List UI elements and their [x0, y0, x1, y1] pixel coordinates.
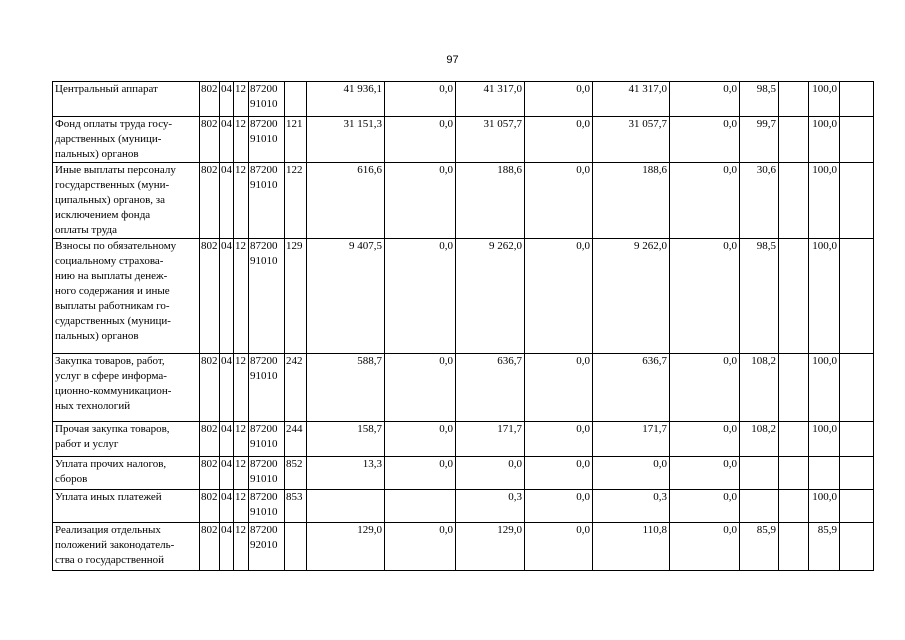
spacer-cell	[779, 163, 809, 239]
rz-cell: 04	[220, 239, 234, 354]
value-cell-5: 0,0	[593, 457, 670, 490]
value-cell-1: 13,3	[307, 457, 385, 490]
spacer-cell-end	[840, 422, 874, 457]
pr-cell: 12	[234, 354, 249, 422]
spacer-cell	[779, 457, 809, 490]
value-cell-5: 31 057,7	[593, 117, 670, 163]
vr-cell	[285, 82, 307, 117]
csr-line: 91010	[250, 370, 278, 382]
row-name-line: Центральный аппарат	[55, 83, 158, 95]
ved-cell: 802	[200, 163, 220, 239]
row-name-line: пальных) органов	[55, 148, 139, 160]
value-cell-4: 0,0	[525, 354, 593, 422]
value-cell-2	[385, 490, 456, 523]
value-cell-3: 0,0	[456, 457, 525, 490]
row-name-cell	[53, 117, 200, 163]
row-name-line: Фонд оплаты труда госу-	[55, 118, 173, 130]
spacer-cell-end	[840, 523, 874, 571]
value-cell-5: 636,7	[593, 354, 670, 422]
value-cell-6: 0,0	[670, 117, 740, 163]
row-name-line: Уплата иных платежей	[55, 491, 162, 503]
table-row	[53, 82, 874, 117]
row-name-line: сударственных (муници-	[55, 315, 171, 327]
spacer-cell-end	[840, 490, 874, 523]
ved-cell: 802	[200, 117, 220, 163]
value-cell-8: 100,0	[809, 163, 840, 239]
value-cell-4: 0,0	[525, 117, 593, 163]
value-cell-2: 0,0	[385, 117, 456, 163]
spacer-cell	[779, 117, 809, 163]
value-cell-7: 85,9	[740, 523, 779, 571]
row-name-line: ного содержания и иные	[55, 285, 170, 297]
csr-cell	[249, 422, 285, 457]
value-cell-1	[307, 490, 385, 523]
value-cell-5: 171,7	[593, 422, 670, 457]
csr-line: 87200	[250, 83, 278, 95]
row-name-cell	[53, 354, 200, 422]
pr-cell: 12	[234, 457, 249, 490]
csr-line: 91010	[250, 473, 278, 485]
row-name-line: Прочая закупка товаров,	[55, 423, 170, 435]
csr-line: 91010	[250, 438, 278, 450]
value-cell-4: 0,0	[525, 163, 593, 239]
row-name-cell	[53, 163, 200, 239]
vr-cell	[285, 523, 307, 571]
csr-cell	[249, 490, 285, 523]
budget-table	[52, 81, 874, 571]
table-row	[53, 163, 874, 239]
value-cell-8	[809, 457, 840, 490]
value-cell-1: 588,7	[307, 354, 385, 422]
row-name-line: дарственных (муници-	[55, 133, 162, 145]
value-cell-7: 98,5	[740, 239, 779, 354]
value-cell-1: 129,0	[307, 523, 385, 571]
csr-cell	[249, 163, 285, 239]
table-row	[53, 354, 874, 422]
spacer-cell-end	[840, 354, 874, 422]
csr-line: 87200	[250, 240, 278, 252]
pr-cell: 12	[234, 239, 249, 354]
value-cell-4: 0,0	[525, 490, 593, 523]
row-name-line: социальному страхова-	[55, 255, 164, 267]
csr-line: 92010	[250, 539, 278, 551]
row-name-cell	[53, 82, 200, 117]
row-name-line: оплаты труда	[55, 224, 118, 236]
rz-cell: 04	[220, 523, 234, 571]
value-cell-1: 31 151,3	[307, 117, 385, 163]
table-row	[53, 422, 874, 457]
csr-line: 91010	[250, 506, 278, 518]
value-cell-8: 100,0	[809, 239, 840, 354]
spacer-cell-end	[840, 457, 874, 490]
value-cell-3: 31 057,7	[456, 117, 525, 163]
vr-cell: 242	[285, 354, 307, 422]
value-cell-6: 0,0	[670, 523, 740, 571]
pr-cell: 12	[234, 117, 249, 163]
value-cell-6: 0,0	[670, 163, 740, 239]
row-name-line: Закупка товаров, работ,	[55, 355, 165, 367]
row-name-line: ципальных) органов, за	[55, 194, 166, 206]
row-name-line: сборов	[55, 473, 88, 485]
rz-cell: 04	[220, 117, 234, 163]
spacer-cell	[779, 239, 809, 354]
csr-line: 87200	[250, 423, 278, 435]
row-name-line: нию на выплаты денеж-	[55, 270, 168, 282]
ved-cell: 802	[200, 457, 220, 490]
value-cell-4: 0,0	[525, 82, 593, 117]
value-cell-7	[740, 490, 779, 523]
value-cell-4: 0,0	[525, 239, 593, 354]
value-cell-7: 99,7	[740, 117, 779, 163]
csr-cell	[249, 117, 285, 163]
value-cell-2: 0,0	[385, 163, 456, 239]
ved-cell: 802	[200, 354, 220, 422]
value-cell-5: 0,3	[593, 490, 670, 523]
row-name-line: пальных) органов	[55, 330, 139, 342]
rz-cell: 04	[220, 457, 234, 490]
value-cell-3: 129,0	[456, 523, 525, 571]
ved-cell: 802	[200, 422, 220, 457]
value-cell-8: 85,9	[809, 523, 840, 571]
value-cell-7: 108,2	[740, 354, 779, 422]
value-cell-4: 0,0	[525, 523, 593, 571]
table-row	[53, 239, 874, 354]
row-name-cell	[53, 490, 200, 523]
csr-line: 87200	[250, 458, 278, 470]
row-name-cell	[53, 523, 200, 571]
csr-line: 87200	[250, 355, 278, 367]
row-name-line: выплаты работникам го-	[55, 300, 170, 312]
value-cell-2: 0,0	[385, 422, 456, 457]
pr-cell: 12	[234, 163, 249, 239]
vr-cell: 852	[285, 457, 307, 490]
value-cell-6: 0,0	[670, 239, 740, 354]
spacer-cell-end	[840, 239, 874, 354]
value-cell-3: 171,7	[456, 422, 525, 457]
csr-cell	[249, 82, 285, 117]
value-cell-6: 0,0	[670, 354, 740, 422]
csr-cell	[249, 239, 285, 354]
value-cell-6: 0,0	[670, 82, 740, 117]
value-cell-1: 616,6	[307, 163, 385, 239]
value-cell-3: 0,3	[456, 490, 525, 523]
rz-cell: 04	[220, 354, 234, 422]
table-row	[53, 117, 874, 163]
row-name-line: государственных (муни-	[55, 179, 170, 191]
csr-line: 87200	[250, 491, 278, 503]
vr-cell: 121	[285, 117, 307, 163]
rz-cell: 04	[220, 163, 234, 239]
value-cell-1: 9 407,5	[307, 239, 385, 354]
value-cell-8: 100,0	[809, 82, 840, 117]
row-name-cell	[53, 422, 200, 457]
csr-cell	[249, 457, 285, 490]
value-cell-3: 9 262,0	[456, 239, 525, 354]
spacer-cell	[779, 354, 809, 422]
table-row	[53, 523, 874, 571]
value-cell-7	[740, 457, 779, 490]
value-cell-3: 636,7	[456, 354, 525, 422]
value-cell-6: 0,0	[670, 490, 740, 523]
value-cell-2: 0,0	[385, 354, 456, 422]
table-row	[53, 457, 874, 490]
vr-cell: 129	[285, 239, 307, 354]
value-cell-2: 0,0	[385, 523, 456, 571]
csr-line: 91010	[250, 179, 278, 191]
row-name-line: исключением фонда	[55, 209, 151, 221]
value-cell-8: 100,0	[809, 490, 840, 523]
spacer-cell-end	[840, 82, 874, 117]
pr-cell: 12	[234, 490, 249, 523]
vr-cell: 244	[285, 422, 307, 457]
pr-cell: 12	[234, 523, 249, 571]
value-cell-7: 30,6	[740, 163, 779, 239]
vr-cell: 122	[285, 163, 307, 239]
value-cell-8: 100,0	[809, 354, 840, 422]
page-number: 97	[446, 54, 459, 66]
spacer-cell	[779, 82, 809, 117]
pr-cell: 12	[234, 82, 249, 117]
rz-cell: 04	[220, 490, 234, 523]
spacer-cell-end	[840, 117, 874, 163]
row-name-line: положений законодатель-	[55, 539, 175, 551]
row-name-line: ционно-коммуникацион-	[55, 385, 172, 397]
value-cell-2: 0,0	[385, 457, 456, 490]
rz-cell: 04	[220, 422, 234, 457]
value-cell-8: 100,0	[809, 422, 840, 457]
rz-cell: 04	[220, 82, 234, 117]
row-name-line: Иные выплаты персоналу	[55, 164, 176, 176]
csr-line: 87200	[250, 118, 278, 130]
row-name-line: работ и услуг	[55, 438, 119, 450]
row-name-line: ных технологий	[55, 400, 131, 412]
ved-cell: 802	[200, 239, 220, 354]
value-cell-1: 41 936,1	[307, 82, 385, 117]
row-name-line: Уплата прочих налогов,	[55, 458, 167, 470]
row-name-line: услуг в сфере информа-	[55, 370, 167, 382]
spacer-cell-end	[840, 163, 874, 239]
value-cell-3: 188,6	[456, 163, 525, 239]
ved-cell: 802	[200, 490, 220, 523]
value-cell-2: 0,0	[385, 82, 456, 117]
ved-cell: 802	[200, 523, 220, 571]
vr-cell: 853	[285, 490, 307, 523]
spacer-cell	[779, 422, 809, 457]
value-cell-6: 0,0	[670, 422, 740, 457]
csr-line: 87200	[250, 164, 278, 176]
value-cell-5: 188,6	[593, 163, 670, 239]
row-name-line: ства о государственной	[55, 554, 165, 566]
value-cell-1: 158,7	[307, 422, 385, 457]
value-cell-3: 41 317,0	[456, 82, 525, 117]
pr-cell: 12	[234, 422, 249, 457]
csr-line: 91010	[250, 98, 278, 110]
table-row	[53, 490, 874, 523]
value-cell-6: 0,0	[670, 457, 740, 490]
value-cell-5: 41 317,0	[593, 82, 670, 117]
table-body	[53, 82, 874, 571]
value-cell-2: 0,0	[385, 239, 456, 354]
ved-cell: 802	[200, 82, 220, 117]
spacer-cell	[779, 490, 809, 523]
csr-line: 91010	[250, 255, 278, 267]
value-cell-5: 110,8	[593, 523, 670, 571]
row-name-cell	[53, 457, 200, 490]
value-cell-5: 9 262,0	[593, 239, 670, 354]
value-cell-7: 98,5	[740, 82, 779, 117]
value-cell-4: 0,0	[525, 422, 593, 457]
csr-line: 91010	[250, 133, 278, 145]
value-cell-4: 0,0	[525, 457, 593, 490]
spacer-cell	[779, 523, 809, 571]
csr-cell	[249, 523, 285, 571]
value-cell-7: 108,2	[740, 422, 779, 457]
csr-line: 87200	[250, 524, 278, 536]
row-name-line: Реализация отдельных	[55, 524, 161, 536]
row-name-line: Взносы по обязательному	[55, 240, 177, 252]
csr-cell	[249, 354, 285, 422]
value-cell-8: 100,0	[809, 117, 840, 163]
row-name-cell	[53, 239, 200, 354]
